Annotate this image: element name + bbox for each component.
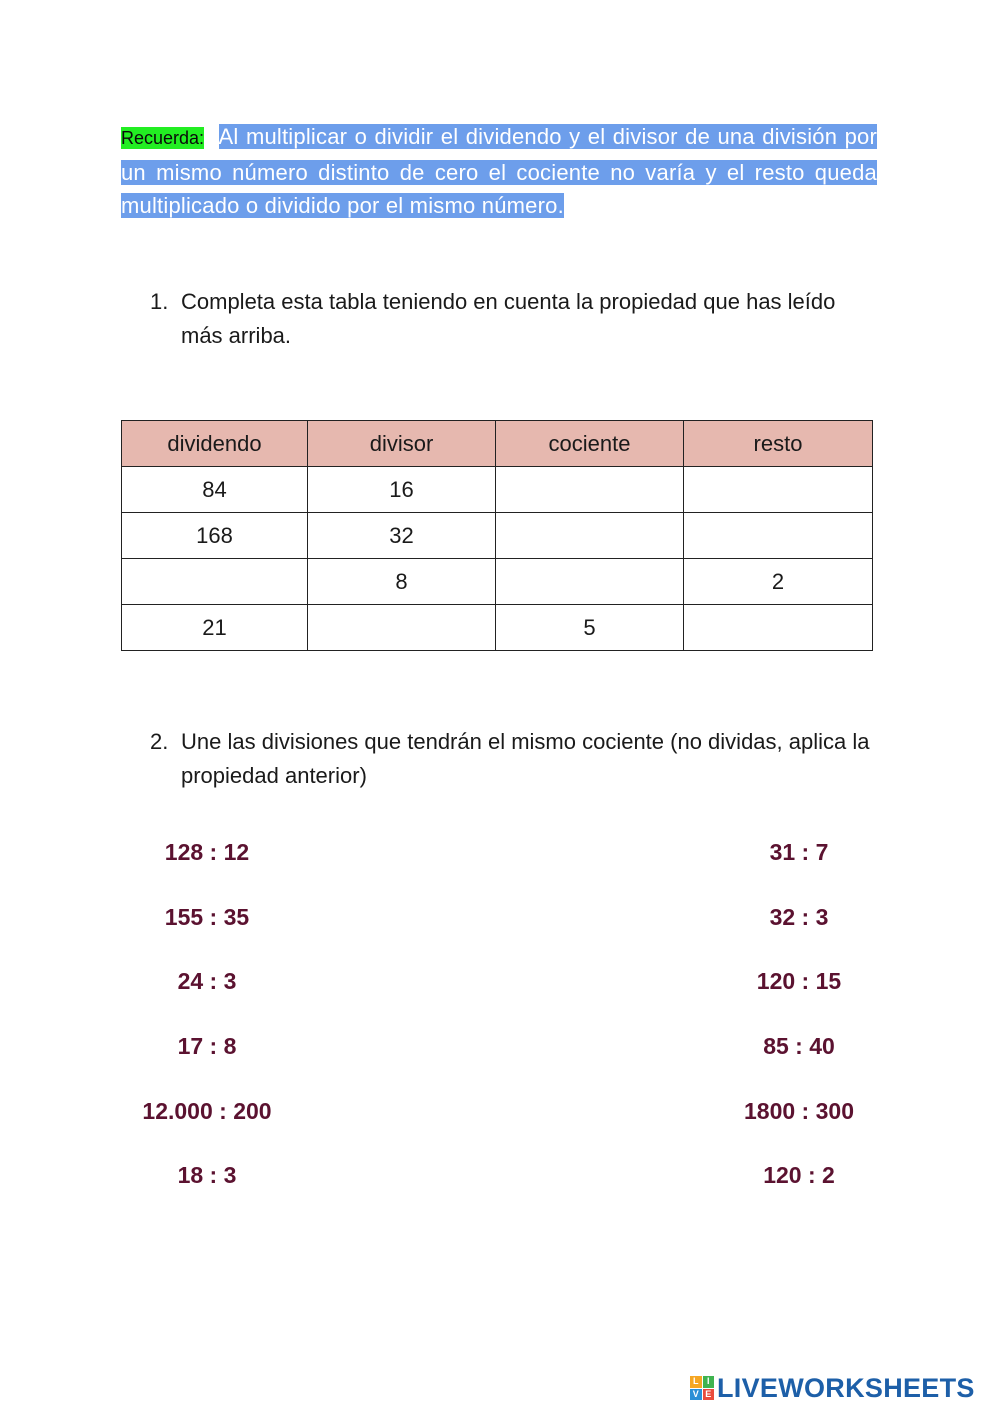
right-division-item[interactable]: 85 : 40 xyxy=(763,1033,835,1060)
right-division-item[interactable]: 120 : 15 xyxy=(756,968,842,995)
cell-cociente-input[interactable] xyxy=(496,513,684,559)
question-2 xyxy=(150,725,880,792)
question-1-text: Completa esta tabla teniendo en cuenta la propiedad que has leído más arriba. xyxy=(181,289,836,348)
table-row xyxy=(122,467,873,513)
cell-dividendo-input[interactable] xyxy=(122,559,308,605)
recuerda-text: Al multiplicar o dividir el dividendo y el divisor de una división por un mismo número distinto de cero el cociente no varía y el resto queda multiplicado o dividido por el mismo número. xyxy=(121,124,877,218)
right-division-item[interactable]: 1800 : 300 xyxy=(744,1097,854,1124)
cell-divisor: 8 xyxy=(308,559,496,605)
liveworksheets-logo-text: LIVEWORKSHEETS xyxy=(717,1372,975,1403)
header-dividendo: dividendo xyxy=(122,421,308,467)
header-divisor: divisor xyxy=(308,421,496,467)
recuerda-label: Recuerda: xyxy=(121,128,205,148)
cell-cociente-input[interactable] xyxy=(496,559,684,605)
right-division-item[interactable]: 32 : 3 xyxy=(769,903,829,930)
left-division-item[interactable]: 12.000 : 200 xyxy=(142,1097,272,1124)
left-division-item[interactable]: 18 : 3 xyxy=(177,1162,237,1189)
left-division-item[interactable]: 128 : 12 xyxy=(164,839,250,865)
cell-resto: 2 xyxy=(684,559,873,605)
left-division-item[interactable]: 155 : 35 xyxy=(164,903,250,930)
liveworksheets-logo xyxy=(690,1372,975,1404)
cell-cociente-input[interactable] xyxy=(496,467,684,513)
left-divisions-column xyxy=(107,832,307,1220)
cell-cociente: 5 xyxy=(496,605,684,651)
cell-resto-input[interactable] xyxy=(684,513,873,559)
table-row xyxy=(122,513,873,559)
question-1-number: 1. xyxy=(150,289,169,314)
liveworksheets-logo-icon: L I V E xyxy=(690,1376,714,1400)
question-2-text: Une las divisiones que tendrán el mismo cociente (no dividas, aplica la propiedad anterior) xyxy=(181,729,870,788)
cell-resto-input[interactable] xyxy=(684,605,873,651)
right-divisions-column xyxy=(699,832,899,1220)
division-table xyxy=(121,420,873,651)
cell-divisor: 16 xyxy=(308,467,496,513)
table-row xyxy=(122,559,873,605)
right-division-item[interactable]: 120 : 2 xyxy=(763,1162,835,1189)
left-division-item[interactable]: 17 : 8 xyxy=(177,1033,237,1060)
cell-divisor: 32 xyxy=(308,513,496,559)
right-division-item[interactable]: 31 : 7 xyxy=(769,839,829,865)
header-resto: resto xyxy=(684,421,873,467)
cell-dividendo: 84 xyxy=(122,467,308,513)
cell-dividendo: 168 xyxy=(122,513,308,559)
cell-divisor-input[interactable] xyxy=(308,605,496,651)
header-cociente: cociente xyxy=(496,421,684,467)
recuerda-paragraph xyxy=(121,120,877,223)
table-header-row xyxy=(122,421,873,467)
table-row xyxy=(122,605,873,651)
question-2-number: 2. xyxy=(150,729,169,754)
question-1 xyxy=(150,285,880,352)
left-division-item[interactable]: 24 : 3 xyxy=(177,968,237,995)
cell-resto-input[interactable] xyxy=(684,467,873,513)
cell-dividendo: 21 xyxy=(122,605,308,651)
